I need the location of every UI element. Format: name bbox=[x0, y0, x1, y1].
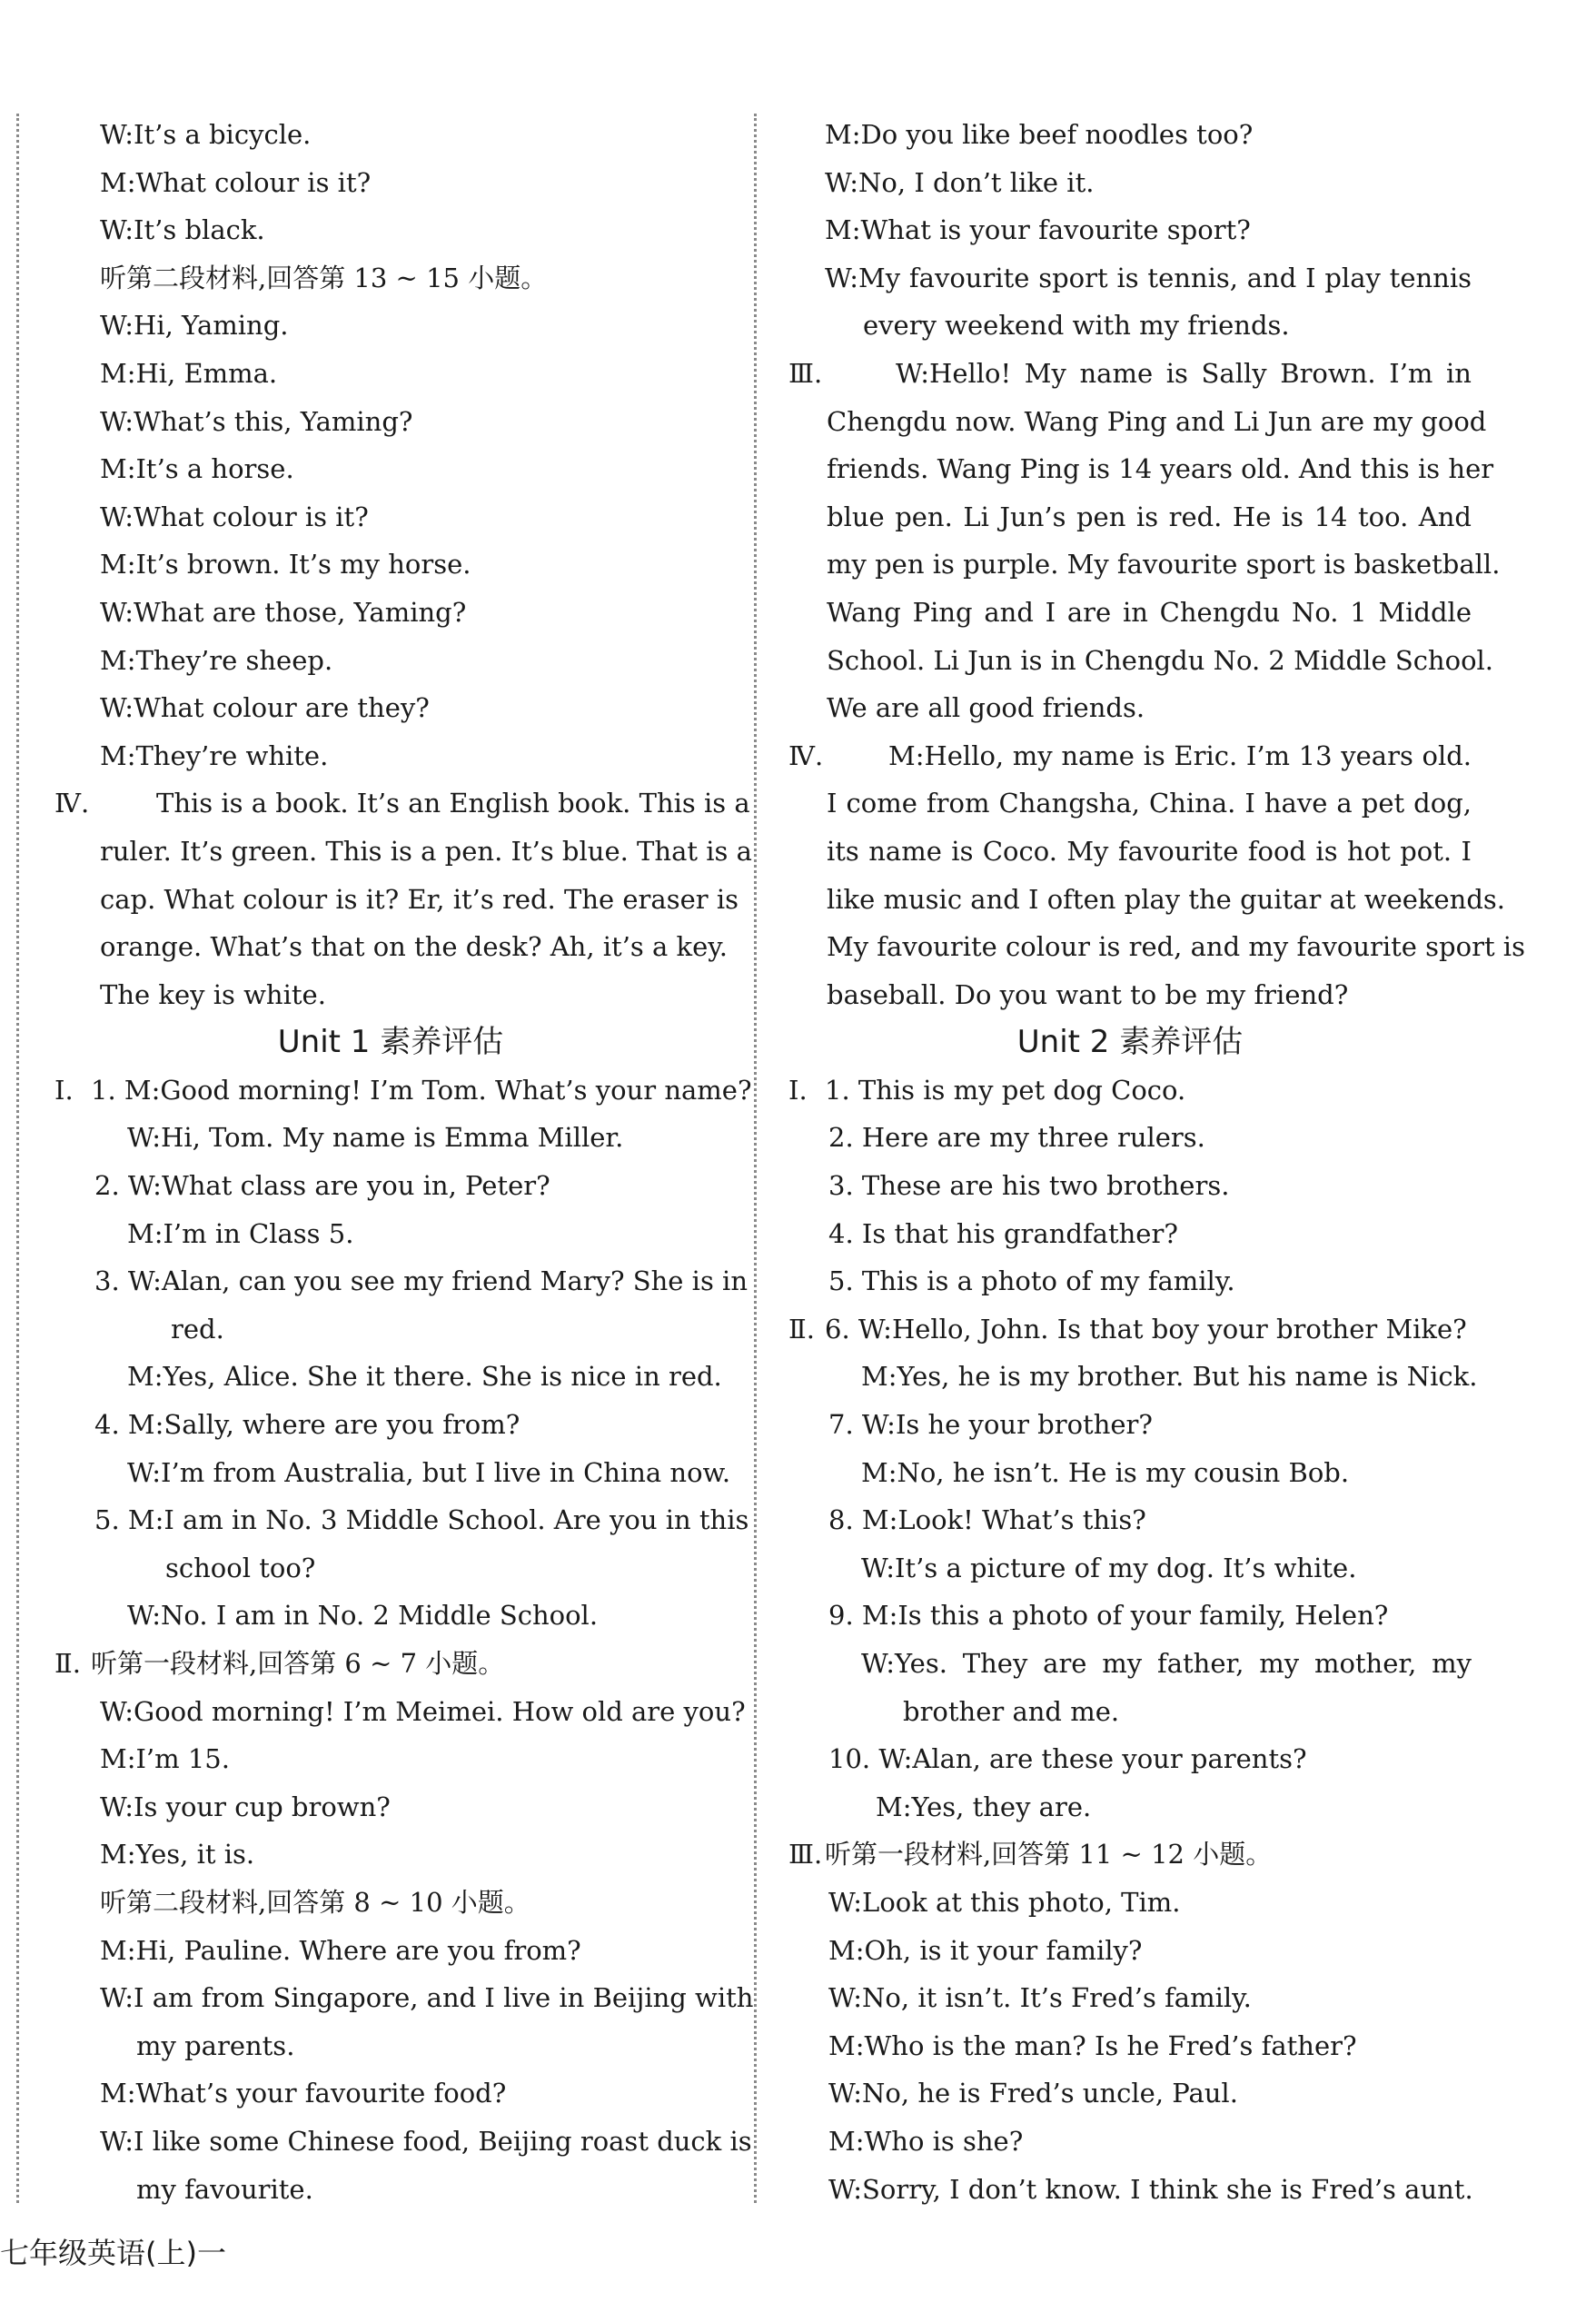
right-column bbox=[788, 111, 1525, 2213]
text-line: Wang Ping and I are in Chengdu No. 1 Middle bbox=[827, 596, 1472, 628]
text-line: ruler. It’s green. This is a pen. It’s blue. That is a bbox=[100, 835, 752, 867]
text-line: Ⅰ. 1. This is my pet dog Coco. bbox=[788, 1067, 1472, 1115]
text-line: my pen is purple. My favourite sport is basketball. bbox=[827, 549, 1501, 580]
section-marker: Ⅳ. bbox=[788, 739, 824, 771]
text-line: W:Is your cup brown? bbox=[100, 1791, 391, 1822]
text-line: 5. This is a photo of my family. bbox=[828, 1265, 1235, 1297]
left-column bbox=[55, 111, 754, 2213]
text-line: M:Hi, Pauline. Where are you from? bbox=[100, 1934, 581, 1966]
text-line: M:No, he isn’t. He is my cousin Bob. bbox=[861, 1456, 1350, 1488]
text-line: 3. W:Alan, can you see my friend Mary? She is in bbox=[94, 1265, 748, 1297]
text-line: W:I am from Singapore, and I live in Beijing with bbox=[100, 1982, 754, 2014]
text-line: School. Li Jun is in Chengdu No. 2 Middle School. bbox=[827, 644, 1494, 676]
section-marker: Ⅱ. bbox=[788, 1313, 815, 1345]
section-marker: Ⅱ. bbox=[55, 1648, 81, 1679]
text-line: W:No. I am in No. 2 Middle School. bbox=[127, 1600, 599, 1632]
text-line: school too? bbox=[165, 1552, 316, 1583]
text-line: W:What are those, Yaming? bbox=[100, 596, 467, 628]
text-line: W:I like some Chinese food, Beijing roast duck is bbox=[100, 2125, 752, 2157]
text-line: brother and me. bbox=[903, 1695, 1120, 1727]
text-line: orange. What’s that on the desk? Ah, it’s a key. bbox=[100, 931, 729, 963]
text-line: W:My favourite sport is tennis, and I play tennis bbox=[825, 262, 1472, 293]
text-line: The key is white. bbox=[100, 978, 326, 1010]
text-line: Ⅲ. 听第一段材料,回答第 11 ~ 12 小题。 bbox=[788, 1831, 1472, 1879]
text-line: like music and I often play the guitar at weekends. bbox=[827, 883, 1505, 915]
text-line: Ⅲ. W:Hello! My name is Sally Brown. I’m in bbox=[788, 350, 1472, 398]
text-line: Ⅳ. M:Hello, my name is Eric. I’m 13 years old. bbox=[788, 732, 1472, 780]
text-line: M:It’s a horse. bbox=[100, 453, 294, 485]
text-line: My favourite colour is red, and my favourite sport is bbox=[827, 931, 1525, 963]
text-line: W:Look at this photo, Tim. bbox=[828, 1886, 1181, 1918]
text-line: its name is Coco. My favourite food is hot pot. I bbox=[827, 835, 1472, 867]
text-line: M:What colour is it? bbox=[100, 166, 372, 198]
text-line: M:What is your favourite sport? bbox=[825, 214, 1251, 246]
text-line: M:Hi, Emma. bbox=[100, 357, 278, 389]
text-line: W:I’m from Australia, but I live in China now. bbox=[127, 1456, 731, 1488]
text-line: 10. W:Alan, are these your parents? bbox=[828, 1743, 1307, 1775]
text-line: M:What’s your favourite food? bbox=[100, 2078, 507, 2109]
text-line: Ⅱ. 6. W:Hello, John. Is that boy your brother Mike? bbox=[788, 1305, 1472, 1354]
text-line: W:It’s black. bbox=[100, 214, 265, 246]
text-line: M:They’re sheep. bbox=[100, 644, 333, 676]
text-line: baseball. Do you want to be my friend? bbox=[827, 978, 1349, 1010]
text-line: my favourite. bbox=[136, 2173, 313, 2205]
section-marker: Ⅲ. bbox=[788, 357, 823, 389]
text-line: M:Who is she? bbox=[828, 2125, 1024, 2157]
text-line: M:I’m in Class 5. bbox=[127, 1217, 354, 1249]
unit-title: Unit 2 素养评估 bbox=[1016, 1024, 1244, 1061]
text-line: 3. These are his two brothers. bbox=[828, 1170, 1230, 1202]
text-line: 5. M:I am in No. 3 Middle School. Are you in this bbox=[94, 1504, 749, 1536]
text-line: friends. Wang Ping is 14 years old. And this is her bbox=[827, 453, 1494, 485]
section-marker: Ⅰ. bbox=[55, 1074, 74, 1106]
text-line: W:No, he is Fred’s uncle, Paul. bbox=[828, 2078, 1238, 2109]
text-line: 2. W:What class are you in, Peter? bbox=[94, 1170, 550, 1202]
text-line: W:What’s this, Yaming? bbox=[100, 405, 413, 437]
left-margin-dotted-line bbox=[16, 114, 19, 2203]
text-line: I come from Changsha, China. I have a pet dog, bbox=[827, 788, 1472, 819]
text-line: red. bbox=[171, 1313, 224, 1345]
text-line: W:What colour is it? bbox=[100, 501, 369, 532]
section-marker: Ⅲ. bbox=[788, 1839, 823, 1870]
text-line: 4. Is that his grandfather? bbox=[828, 1217, 1178, 1249]
text-line: M:They’re white. bbox=[100, 739, 329, 771]
text-line: Chengdu now. Wang Ping and Li Jun are my good bbox=[827, 405, 1487, 437]
text-line: 9. M:Is this a photo of your family, Helen? bbox=[828, 1600, 1389, 1632]
text-line: W:It’s a picture of my dog. It’s white. bbox=[861, 1552, 1357, 1583]
text-line: my parents. bbox=[136, 2029, 295, 2061]
section-marker: Ⅳ. bbox=[55, 788, 90, 819]
text-line: M:Yes, it is. bbox=[100, 1839, 255, 1870]
unit-title: Unit 1 素养评估 bbox=[277, 1024, 504, 1061]
text-line: M:I’m 15. bbox=[100, 1743, 230, 1775]
text-line: W:No, it isn’t. It’s Fred’s family. bbox=[828, 1982, 1252, 2014]
text-line: W:Yes. They are my father, my mother, my bbox=[861, 1648, 1472, 1679]
section-marker: Ⅰ. bbox=[788, 1074, 808, 1106]
text-line: Ⅳ. This is a book. It’s an English book. This is a bbox=[55, 779, 727, 828]
text-line: 听第二段材料,回答第 8 ~ 10 小题。 bbox=[100, 1886, 530, 1918]
text-line: W:Hi, Yaming. bbox=[100, 310, 289, 342]
text-line: W:Good morning! I’m Meimei. How old are you? bbox=[100, 1695, 746, 1727]
text-line: M:Who is the man? Is he Fred’s father? bbox=[828, 2029, 1357, 2061]
page-footer: 七年级英语(上)一 bbox=[0, 2236, 226, 2270]
text-line: M:Yes, they are. bbox=[876, 1791, 1092, 1822]
center-dotted-divider bbox=[754, 114, 757, 2203]
text-line: Ⅱ. 听第一段材料,回答第 6 ~ 7 小题。 bbox=[55, 1640, 727, 1688]
text-line: W:No, I don’t like it. bbox=[825, 166, 1095, 198]
text-line: W:What colour are they? bbox=[100, 692, 430, 724]
text-line: M:It’s brown. It’s my horse. bbox=[100, 549, 471, 580]
text-line: cap. What colour is it? Er, it’s red. The eraser is bbox=[100, 883, 739, 915]
text-line: Ⅰ. 1. M:Good morning! I’m Tom. What’s your name? bbox=[55, 1067, 727, 1115]
text-line: We are all good friends. bbox=[827, 692, 1145, 724]
text-line: blue pen. Li Jun’s pen is red. He is 14 too. And bbox=[827, 501, 1472, 532]
text-line: 7. W:Is he your brother? bbox=[828, 1409, 1153, 1441]
text-line: M:Oh, is it your family? bbox=[828, 1934, 1143, 1966]
text-line: 听第二段材料,回答第 13 ~ 15 小题。 bbox=[100, 262, 548, 293]
text-line: 8. M:Look! What’s this? bbox=[828, 1504, 1146, 1536]
text-line: M:Do you like beef noodles too? bbox=[825, 119, 1254, 150]
text-line: W:It’s a bicycle. bbox=[100, 119, 312, 150]
text-line: M:Yes, he is my brother. But his name is Nick. bbox=[861, 1361, 1478, 1393]
text-line: 2. Here are my three rulers. bbox=[828, 1122, 1205, 1154]
text-line: every weekend with my friends. bbox=[863, 310, 1290, 342]
text-line: W:Sorry, I don’t know. I think she is Fred’s aunt. bbox=[828, 2173, 1473, 2205]
text-line: M:Yes, Alice. She it there. She is nice in red. bbox=[127, 1361, 722, 1393]
text-line: W:Hi, Tom. My name is Emma Miller. bbox=[127, 1122, 624, 1154]
text-line: 4. M:Sally, where are you from? bbox=[94, 1409, 520, 1441]
